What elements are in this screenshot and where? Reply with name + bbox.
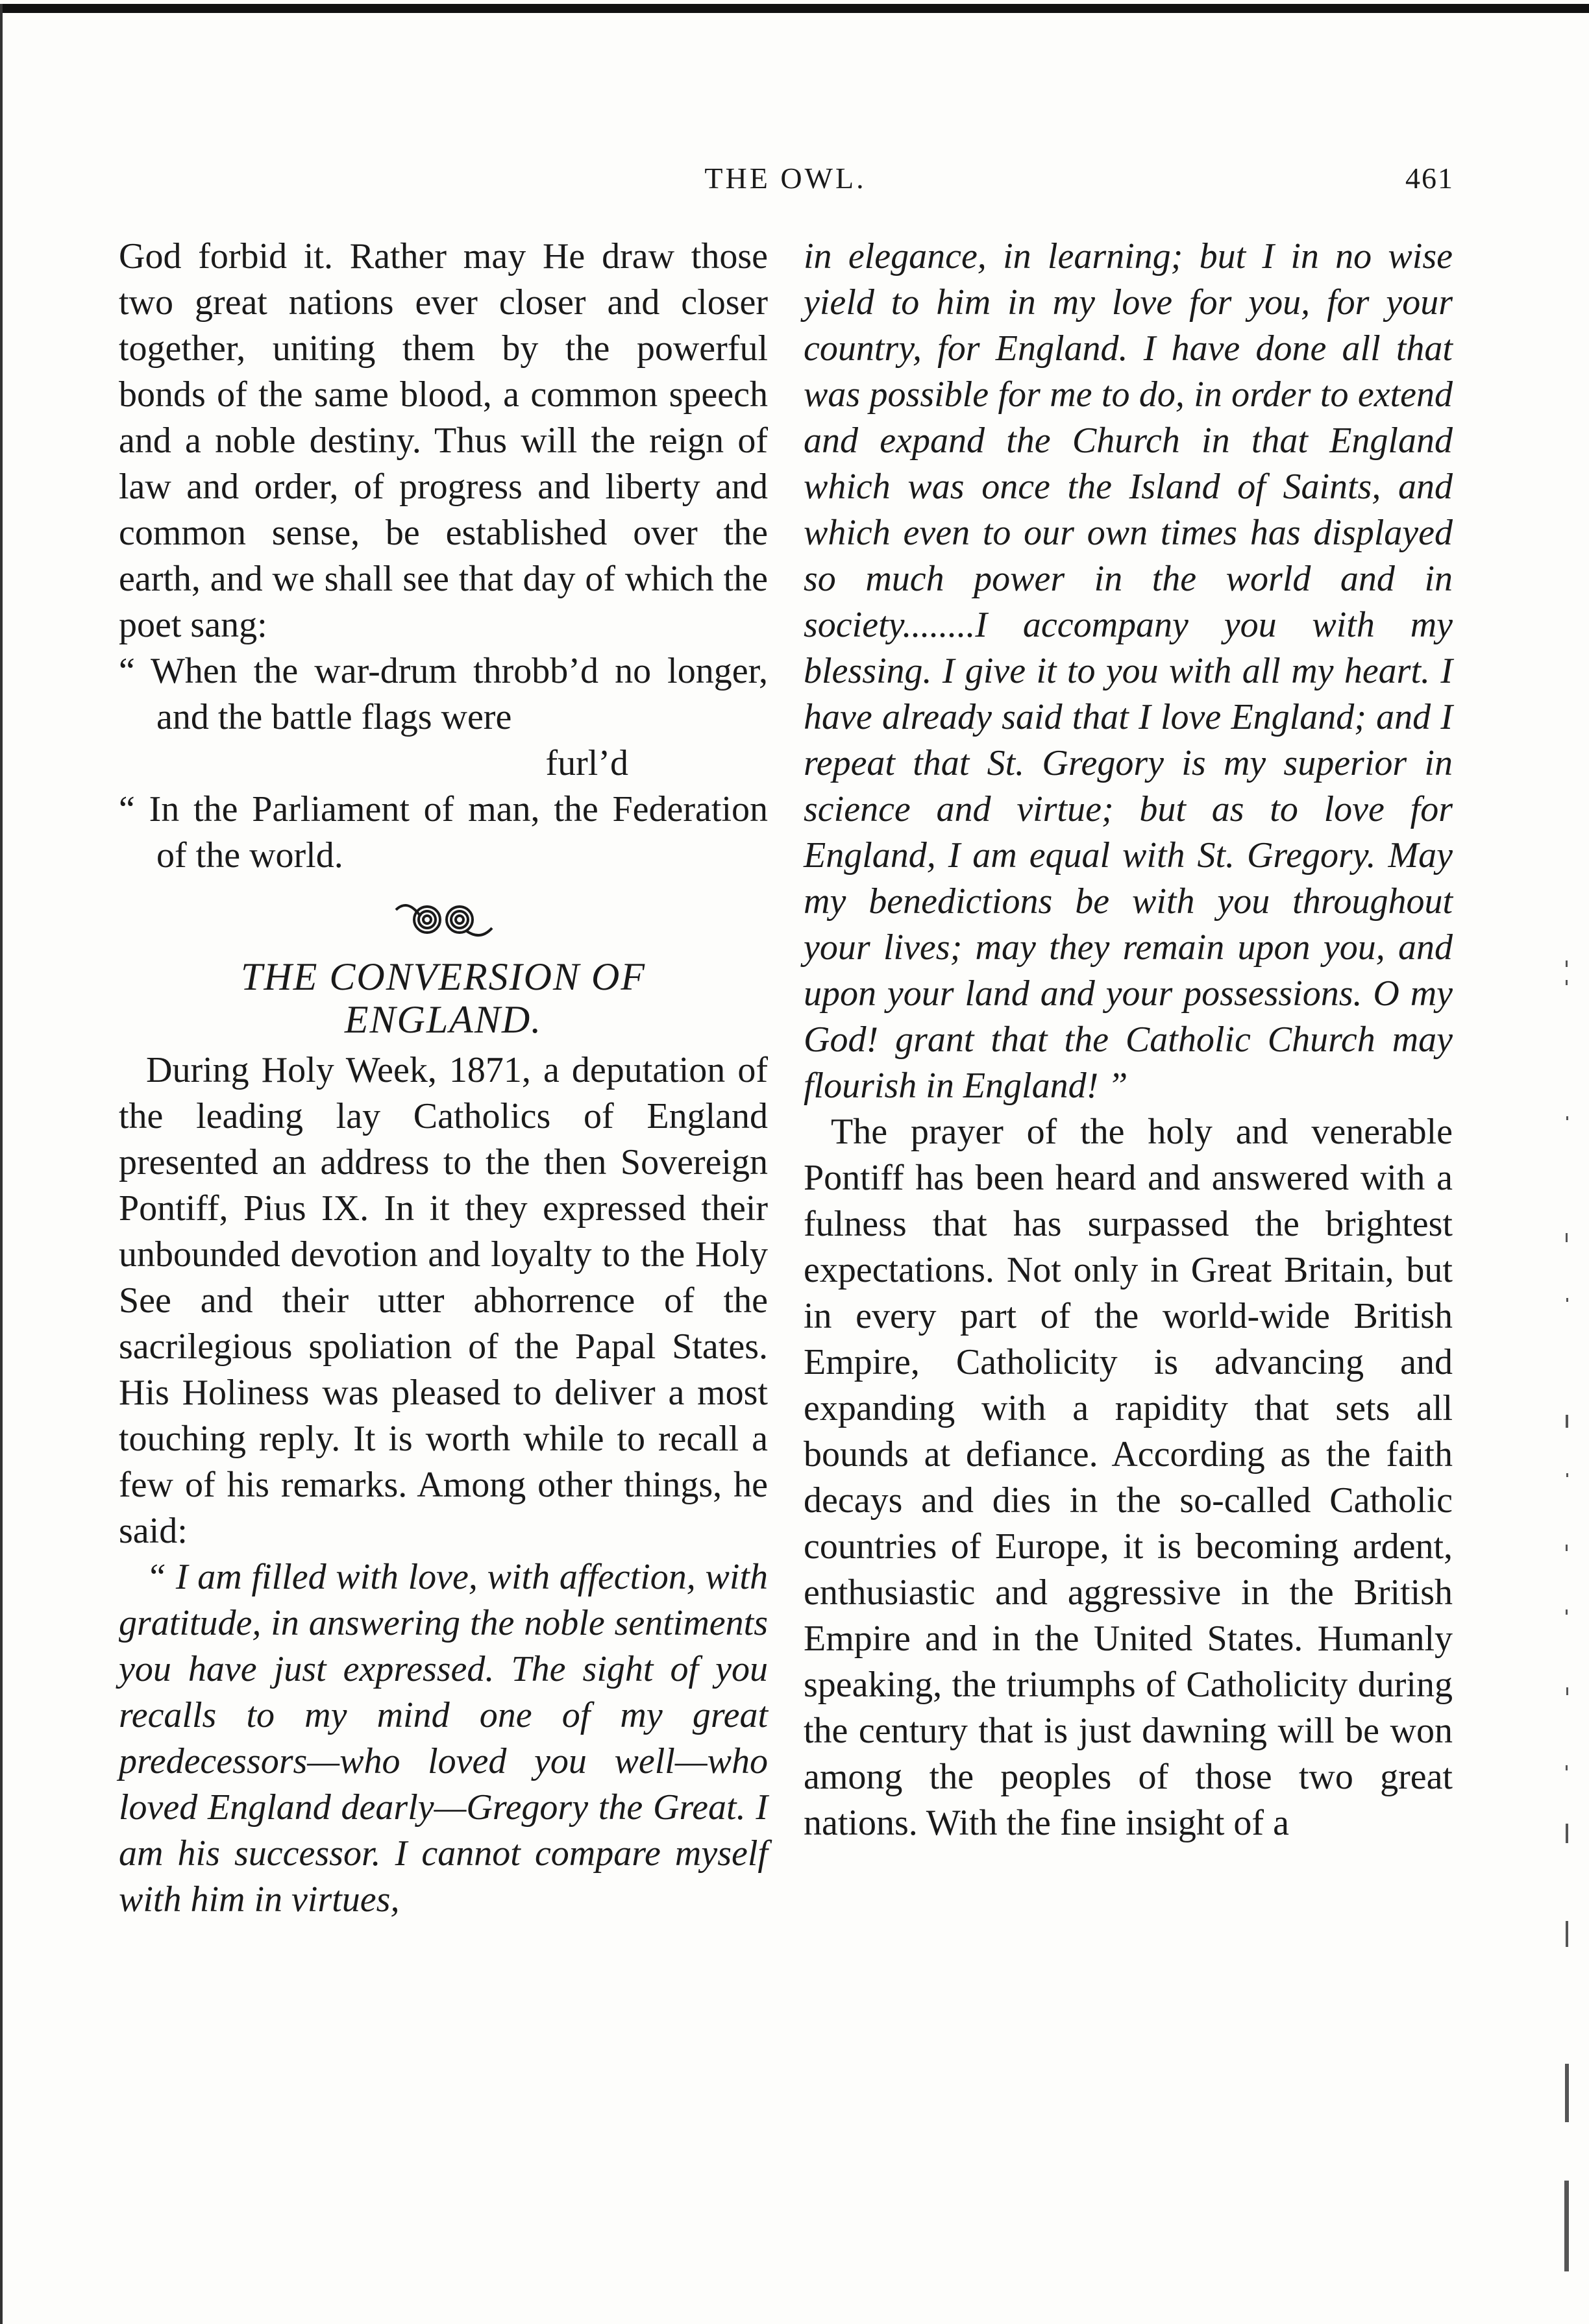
heading-line-1: THE CONVERSION OF [241, 955, 646, 998]
scan-margin-specks [1558, 960, 1577, 2310]
verse-line-1: “ When the war-drum throbb’d no longer, and the battle flags were [119, 651, 768, 737]
quotation-start: “ I am filled with love, with affection, with gratitude, in answering the noble sentiments you have just expressed. The sight of you recalls to my mind one of my great predecessors—who loved you well—who loved England dearly—Gregory the Great. I am his successor. I cannot compare myself with him in virtues, [119, 1557, 768, 1920]
section-heading [119, 955, 768, 1041]
running-head [117, 161, 1454, 206]
quotation-continued: in elegance, in learning; but I in no wise yield to him in my love for you, for your country, for England. I have done all that was possible for me to do, in order to extend and expand the Church in that England which was once the Island of Saints, and which even to our own times has displayed so much power in the world and in society........I accompany you with my blessing. I give it to you with all my heart. I have already said that I love England; and I repeat that St. Gregory is my superior in science and virtue; but as to love for England, I am equal with St. Gregory. May my benedictions be with you throughout your lives; may they remain upon you, and upon your land and your possessions. O my God! grant that the Catholic Church may flourish in England! ” [804, 236, 1453, 1106]
heading-line-2: ENGLAND. [344, 998, 543, 1041]
right-column [804, 234, 1453, 1846]
page-left-rule [0, 4, 3, 2324]
verse-line-1-tail: furl’d [545, 743, 628, 783]
verse-line-2: “ In the Parliament of man, the Federation of the world. [119, 789, 768, 875]
paragraph-prayer-answered: The prayer of the holy and venerable Pontiff has been heard and answered with a fulness that has surpassed the brightest expectations. Not only in Great Britain, but in every part of the world-wide British Empire, Catholicity is advancing and expanding with a rapidity that sets all bounds at defiance. According as the faith decays and dies in the so-called Catholic countries of Europe, it is becoming ardent, enthusiastic and aggressive in the British Empire and in the United States. Humanly speaking, the triumphs of Catholicity during the century that is just dawning will be won among the peoples of those two great nations. With the fine insight of a [804, 1112, 1453, 1843]
double-spiral-ornament-icon [388, 890, 499, 949]
paragraph-holy-week: During Holy Week, 1871, a deputation of the leading lay Catholics of England presented an address to the then Sovereign Pontiff, Pius IX. In it they expressed their unbounded devotion and loyalty to the Holy See and their utter abhorrence of the sacrilegious spoliation of the Papal States. His Holiness was pleased to deliver a most touching reply. It is worth while to recall a few of his remarks. Among other things, he said: [119, 1050, 768, 1551]
paragraph-anglo-american-unity: God forbid it. Rather may He draw those two great nations ever closer and closer together, uniting them by the powerful bonds of the same blood, a common speech and a noble destiny. Thus will the reign of law and order, of progress and liberty and common sense, be established over the earth, and we shall see that day of which the poet sang: [119, 236, 768, 645]
running-title: THE OWL. [704, 162, 867, 195]
page-top-rule [0, 4, 1589, 13]
left-column [119, 234, 768, 1923]
page-number: 461 [1405, 162, 1454, 195]
